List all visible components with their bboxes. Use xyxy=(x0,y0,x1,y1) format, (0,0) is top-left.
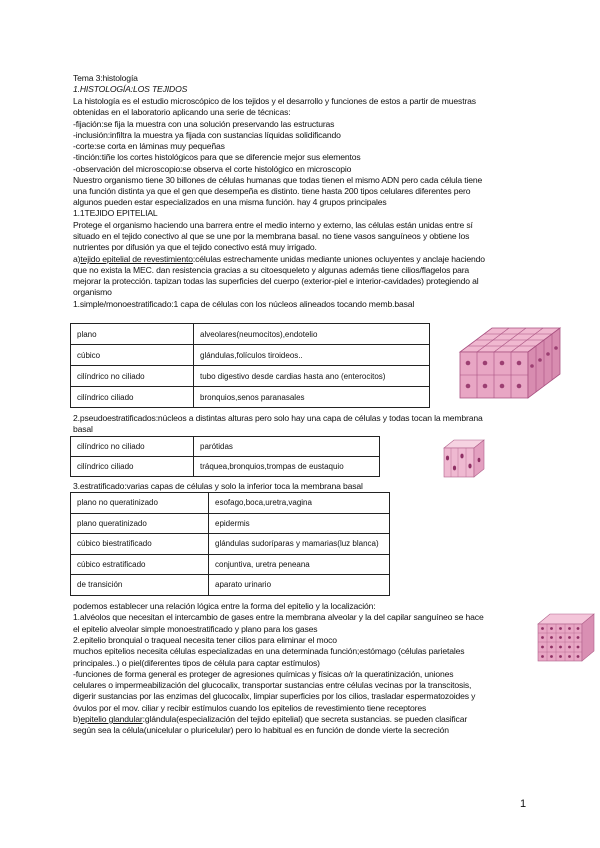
text-line: celulares o impermeabilización del glucocalix, transportar sustancias entre células vecinas por la transcitosis, xyxy=(73,680,472,690)
item-prefix: b) xyxy=(73,714,81,724)
table-cell: cilíndrico ciliado xyxy=(71,457,194,477)
item-prefix: a) xyxy=(73,254,81,264)
table-cell: cúbico estratificado xyxy=(71,554,209,575)
text-line: obtenidas en el laboratorio aplicando una serie de técnicas: xyxy=(73,107,291,117)
text-line: según sea la célula(unicelular o pluricelular) pero lo habitual es en función de donde vierte la secreción xyxy=(73,725,449,735)
text-line: el epitelio alveolar simple monoestratificado y plano para los gases xyxy=(73,624,318,634)
text-line: una función distinta ya que el gen que desempeña es distinto. tiene hasta 200 tipos celulares diferentes pero xyxy=(73,186,471,196)
section-heading: 1.HISTOLOGÍA:LOS TEJIDOS xyxy=(73,84,188,94)
text-line: La histología es el estudio microscópico de los tejidos y el desarrollo y funciones de estos a partir de muestras xyxy=(73,96,476,106)
table-cell: cilíndrico no ciliado xyxy=(71,366,194,387)
table-row xyxy=(71,437,380,457)
table-cell: de transición xyxy=(71,575,209,596)
table-cell: plano xyxy=(71,324,194,345)
table-row xyxy=(71,457,380,477)
table-cell: alveolares(neumocitos),endotelio xyxy=(194,324,430,345)
table-cell: cúbico xyxy=(71,345,194,366)
table-cell: plano no queratinizado xyxy=(71,493,209,514)
text-line: -tinción:tiñe los cortes histológicos para que se diferencie mejor sus elementos xyxy=(73,152,361,162)
stratified-epithelium-illustration xyxy=(536,612,596,662)
table-cell: plano queratinizado xyxy=(71,513,209,534)
text-line: digerir sustancias por las enzimas del glucocalix, limpiar superficies por los cilios, trasladar espermatozoides y xyxy=(73,691,476,701)
text-line: 2.epitelio bronquial o traqueal necesita tener cilios para eliminar el moco xyxy=(73,635,337,645)
text-line: Nuestro organismo tiene 30 billones de células humanas que todas tienen el mismo ADN pero cada célula tiene xyxy=(73,175,483,185)
text-line: situado en el tejido conectivo al que se une por la membrana basal. no tiene vasos sanguíneos y obtiene los xyxy=(73,231,470,241)
text-line: nutrientes por difusión ya que el tejido conectivo está muy irrigado. xyxy=(73,242,317,252)
table-row xyxy=(71,345,430,366)
page-number: 1 xyxy=(520,798,527,810)
text-line: -observación del microscopio:se observa el corte histológico en microscopio xyxy=(73,164,352,174)
text-line: organismo xyxy=(73,287,112,297)
table-cell: cilíndrico no ciliado xyxy=(71,437,194,457)
subsection-heading: 1.1TEJIDO EPITELIAL xyxy=(73,208,158,218)
text-line: -corte:se corta en láminas muy pequeñas xyxy=(73,141,225,151)
cuboidal-epithelium-illustration xyxy=(458,326,562,400)
table-cell: conjuntiva, uretra peneana xyxy=(209,554,390,575)
text-line-a xyxy=(73,254,485,265)
table-row xyxy=(71,366,430,387)
table-cell: esofago,boca,uretra,vagina xyxy=(209,493,390,514)
table-row xyxy=(71,534,390,555)
stratified-table xyxy=(70,492,390,596)
text-line: algunos pueden estar especializados en una misma función. hay 4 grupos principales xyxy=(73,197,387,207)
item-rest: :glándula(especialización del tejido epitelial) que secreta sustancias. se pueden clasificar xyxy=(142,714,468,724)
table-row xyxy=(71,324,430,345)
text-line: basal xyxy=(73,424,93,434)
text-line: 1.alvéolos que necesitan el intercambio de gases entre la membrana alveolar y la del capilar sanguíneo se hace xyxy=(73,612,484,622)
text-line: podemos establecer una relación lógica entre la forma del epitelio y la localización: xyxy=(73,601,376,611)
table-cell: cúbico biestratificado xyxy=(71,534,209,555)
item-rest: :células estrechamente unidas mediante uniones ocluyentes y anclaje haciendo xyxy=(192,254,485,264)
term-underlined: tejido epitelial de revestimiento xyxy=(80,254,193,264)
table-row xyxy=(71,387,430,408)
table-row xyxy=(71,493,390,514)
table-row xyxy=(71,513,390,534)
term-underlined: epitelio glandular xyxy=(80,714,143,724)
text-line: -funciones de forma general es proteger de agresiones químicas y físicas o/r la queratinización, uniones xyxy=(73,669,454,679)
text-line: -inclusión:infiltra la muestra ya fijada con sustancias líquidas solidificando xyxy=(73,130,341,140)
text-line: óvulos por el mov. ciliar y recibir estímulos cuando los epitelios de revestimiento tiene receptores xyxy=(73,703,427,713)
table-cell: aparato urinario xyxy=(209,575,390,596)
table-cell: cilíndrico ciliado xyxy=(71,387,194,408)
table-cell: parótidas xyxy=(194,437,380,457)
text-line: -fijación:se fija la muestra con una solución preservando las estructuras xyxy=(73,119,335,129)
table-cell: bronquios,senos paranasales xyxy=(194,387,430,408)
text-line: 3.estratificado:varias capas de células y solo la inferior toca la membrana basal xyxy=(73,481,363,491)
pseudostratified-table xyxy=(70,436,380,477)
table-cell: tráquea,bronquios,trompas de eustaquio xyxy=(194,457,380,477)
simple-epithelium-table xyxy=(70,323,430,408)
doc-title: Tema 3:histología xyxy=(73,73,138,83)
text-line: que no exista la MEC. dan resistencia gracias a su citoesqueleto y algunas además tiene cilios/flagelos para xyxy=(73,265,470,275)
table-cell: tubo digestivo desde cardias hasta ano (enterocitos) xyxy=(194,366,430,387)
text-line: muchos epitelios necesita células especializadas en una determinada función;estómago (células parietales xyxy=(73,646,465,656)
text-line: principales..) o piel(diferentes tipos de célula para captar estímulos) xyxy=(73,658,320,668)
table-row xyxy=(71,554,390,575)
text-line-b xyxy=(73,714,467,725)
table-cell: glándulas sudoríparas y mamarias(luz blanca) xyxy=(209,534,390,555)
table-cell: glándulas,folículos tiroideos.. xyxy=(194,345,430,366)
text-line: 2.pseudoestratificados:núcleos a distintas alturas pero solo hay una capa de células y todas tocan la membrana xyxy=(73,413,483,423)
pseudostratified-epithelium-illustration xyxy=(442,438,486,478)
text-line: Protege el organismo haciendo una barrera entre el medio interno y externo, las células están unidas entre sí xyxy=(73,220,473,230)
table-cell: epidermis xyxy=(209,513,390,534)
text-line: mejorar la protección. tapizan todas las superficies del cuerpo (exterior-piel e interior-cavidades) protegiendo al xyxy=(73,276,479,286)
table-row xyxy=(71,575,390,596)
text-line: 1.simple/monoestratificado:1 capa de células con los núcleos alineados tocando memb.basal xyxy=(73,299,415,309)
